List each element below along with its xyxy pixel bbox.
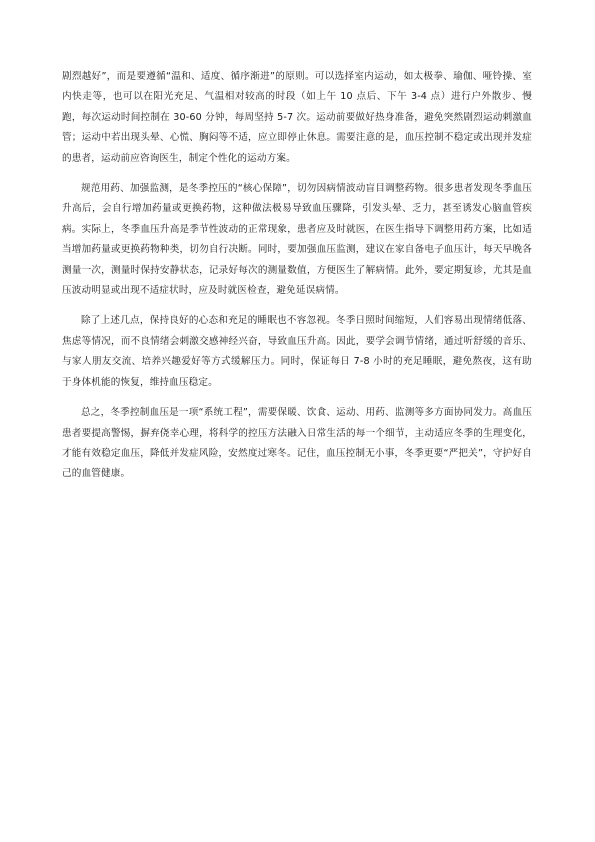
paragraph-mood-sleep: 除了上述几点，保持良好的心态和充足的睡眠也不容忽视。冬季日照时间缩短，人们容易出现情绪低落、焦虑等情况，而不良情绪会刺激交感神经兴奋，导致血压升高。因此，要学会调节情绪，通过听舒缓的音乐、与家人朋友交流、培养兴趣爱好等方式缓解压力。同时，保证每日 7-8 小时的充足睡眠，避免熬夜，这有助于身体机能的恢复，维持血压稳定。 bbox=[62, 315, 532, 388]
paragraph-medication: 规范用药、加强监测，是冬季控压的“核心保障”，切勿因病情波动盲目调整药物。很多患者发现冬季血压升高后，会自行增加药量或更换药物，这种做法极易导致血压骤降，引发头晕、乏力，甚至诱发心脑血管疾病。实际上，冬季血压升高是季节性波动的正常现象，患者应及时就医，在医生指导下调整用药方案，比如适当增加药量或更换药物种类，切勿自行决断。同时，要加强血压监测，建议在家自备电子血压计，每天早晚各测量一次，测量时保持安静状态，记录好每次的测量数值，方便医生了解病情。此外，要定期复诊，尤其是血压波动明显或出现不适症状时，应及时就医检查，避免延误病情。 bbox=[62, 183, 532, 297]
paragraph-exercise: 剧烈越好”，而是要遵循“温和、适度、循序渐进”的原则。可以选择室内运动，如太极拳、瑜伽、哑铃操、室内快走等，也可以在阳光充足、气温相对较高的时段（如上午 10 点后、下午 3-4 点）进行户外散步、慢跑，每次运动时间控制在 30-60 分钟，每周坚持 5-7 次。运动前要做好热身准备，避免突然剧烈运动刺激血管；运动中若出现头晕、心慌、胸闷等不适，应立即停止休息。需要注意的是，血压控制不稳定或出现并发症的患者，运动前应咨询医生，制定个性化的运动方案。 bbox=[62, 71, 532, 164]
paragraph-summary: 总之，冬季控制血压是一项“系统工程”，需要保暖、饮食、运动、用药、监测等多方面协同发力。高血压患者要提高警惕，摒弃侥幸心理，将科学的控压方法融入日常生活的每一个细节，主动适应冬季的生理变化，才能有效稳定血压，降低并发症风险，安然度过寒冬。记住，血压控制无小事，冬季更要“严把关”，守护好自己的血管健康。 bbox=[62, 407, 532, 480]
article-body bbox=[62, 67, 532, 495]
